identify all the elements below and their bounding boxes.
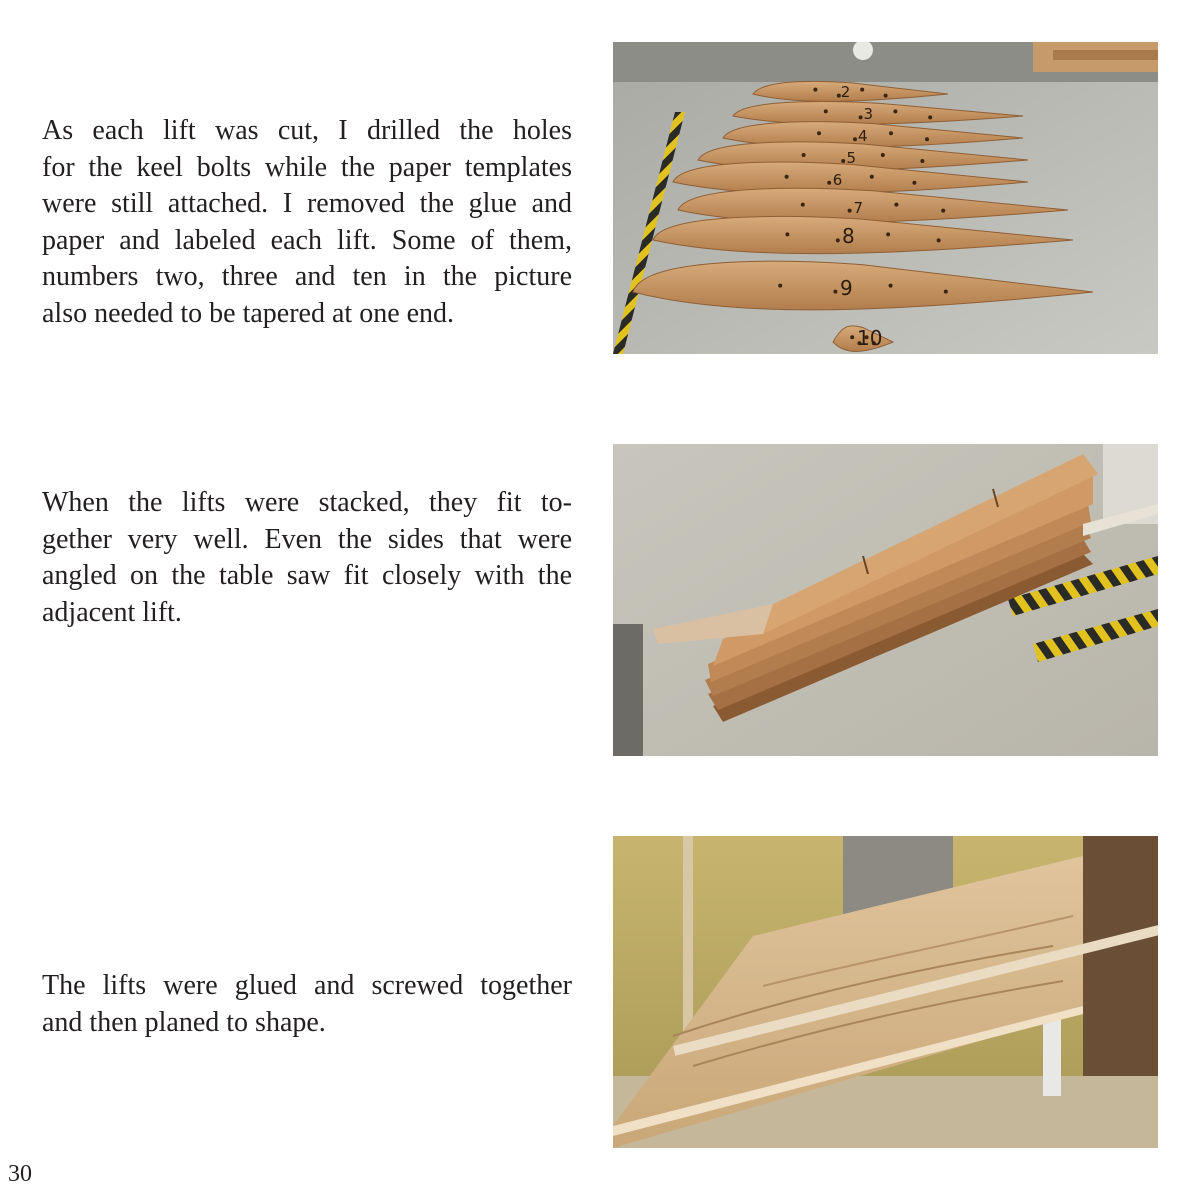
text-line: When the lifts were stacked, they fit to- [42, 487, 572, 518]
drill-hole [920, 159, 924, 163]
drill-hole [785, 232, 789, 236]
text-line: numbers two, three and ten in the picture [42, 261, 572, 292]
text-line: and then planed to shape. [42, 1006, 326, 1038]
lift-number-label: 5 [846, 149, 857, 167]
text-line: As each lift was cut, I drilled the holes [42, 115, 572, 146]
lift-number-label: 10 [857, 326, 883, 350]
drill-hole [817, 131, 821, 135]
drill-hole [941, 209, 945, 213]
lift-number-label: 2 [840, 83, 851, 101]
text-line: for the keel bolts while the paper templates [42, 151, 572, 183]
lift-number-label: 3 [863, 105, 874, 123]
photo-glued-hull [613, 836, 1158, 1148]
drill-hole [859, 115, 863, 119]
drill-hole [886, 232, 890, 236]
drill-hole [853, 137, 857, 141]
paragraph-lifts-stacked [42, 485, 572, 631]
text-line: adjacent lift. [42, 596, 182, 628]
lift-number-label: 6 [832, 171, 843, 189]
drill-hole [881, 153, 885, 157]
text-line: were still attached. I removed the glue and [42, 188, 572, 219]
drill-hole [827, 181, 831, 185]
drill-hole [836, 238, 840, 242]
drill-hole [870, 175, 874, 179]
drill-hole [801, 203, 805, 207]
drill-hole [889, 131, 893, 135]
page-number: 30 [8, 1161, 32, 1187]
drill-hole [850, 335, 854, 339]
drill-hole [833, 290, 837, 294]
drill-hole [785, 175, 789, 179]
text-line: The lifts were glued and screwed together [42, 970, 572, 1001]
drill-hole [884, 94, 888, 98]
text-line: also needed to be tapered at one end. [42, 297, 455, 329]
drill-hole [928, 115, 932, 119]
photo-labeled-lifts [613, 42, 1158, 354]
drill-hole [802, 153, 806, 157]
drill-hole [824, 109, 828, 113]
paragraph-lifts-cut [42, 113, 572, 332]
drill-hole [893, 109, 897, 113]
paragraph-lifts-glued [42, 968, 572, 1041]
photo-stacked-lifts [613, 444, 1158, 756]
drill-hole [848, 209, 852, 213]
drill-hole [894, 203, 898, 207]
text-line: gether very well. Even the sides that were [42, 523, 572, 555]
lift-number-label: 4 [858, 127, 868, 145]
drill-hole [925, 137, 929, 141]
drill-hole [778, 284, 782, 288]
drill-hole [889, 284, 893, 288]
lift-number-label: 8 [842, 224, 855, 248]
drill-hole [841, 159, 845, 163]
drill-hole [813, 88, 817, 92]
drill-hole [937, 238, 941, 242]
lift-number-label: 7 [853, 199, 864, 217]
text-line: angled on the table saw fit closely with the [42, 560, 572, 591]
drill-hole [860, 88, 864, 92]
lift-number-label: 9 [840, 276, 853, 300]
text-line: paper and labeled each lift. Some of them, [42, 224, 572, 256]
drill-hole [944, 290, 948, 294]
drill-hole [912, 181, 916, 185]
